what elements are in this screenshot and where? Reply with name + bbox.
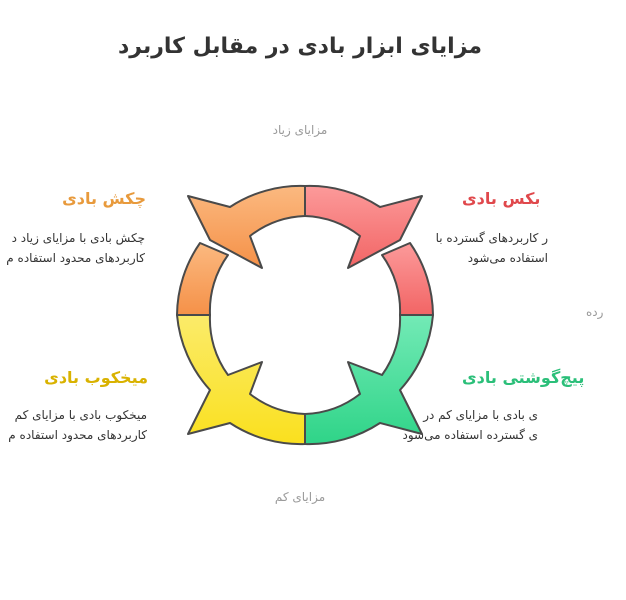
description-line: ی بادی با مزایای کم در — [423, 408, 538, 422]
cycle-segment-bottom-left — [177, 315, 305, 444]
cycle-segment-right-upper — [382, 243, 433, 315]
description-line: ر کاربردهای گسترده با — [435, 231, 548, 245]
axis-label-low-benefits: مزایای کم — [274, 490, 326, 504]
quadrant-description-air-hammer — [6, 228, 145, 268]
description-line: کاربردهای محدود استفاده م — [6, 251, 145, 265]
quadrant-title-air-impact-wrench: بکس بادی — [462, 189, 541, 208]
axis-label-right: رده — [586, 305, 604, 319]
cycle-segment-left-upper — [177, 243, 228, 315]
description-line: چکش بادی با مزایای زیاد د — [11, 231, 145, 245]
description-line: ی گسترده استفاده می‌شود — [402, 428, 538, 442]
description-line: استفاده می‌شود — [467, 251, 548, 265]
quadrant-description-air-nailer — [8, 405, 147, 445]
quadrant-title-air-nailer: میخکوب بادی — [44, 368, 148, 387]
quadrant-description-air-impact-wrench — [436, 228, 548, 268]
quadrant-title-air-screwdriver: پیچ‌گوشتی بادی — [462, 368, 585, 387]
description-line: میخکوب بادی با مزایای کم — [14, 408, 147, 422]
cycle-segment-bottom-right — [305, 315, 433, 444]
quadrant-title-air-hammer: چکش بادی — [62, 189, 146, 208]
cycle-diagram — [175, 185, 435, 445]
axis-label-high-benefits: مزایای زیاد — [272, 123, 328, 137]
axis-label-left — [0, 305, 13, 319]
diagram-title: مزایای ابزار بادی در مقابل کاربرد — [117, 34, 483, 59]
description-line: کاربردهای محدود استفاده م — [8, 428, 147, 442]
